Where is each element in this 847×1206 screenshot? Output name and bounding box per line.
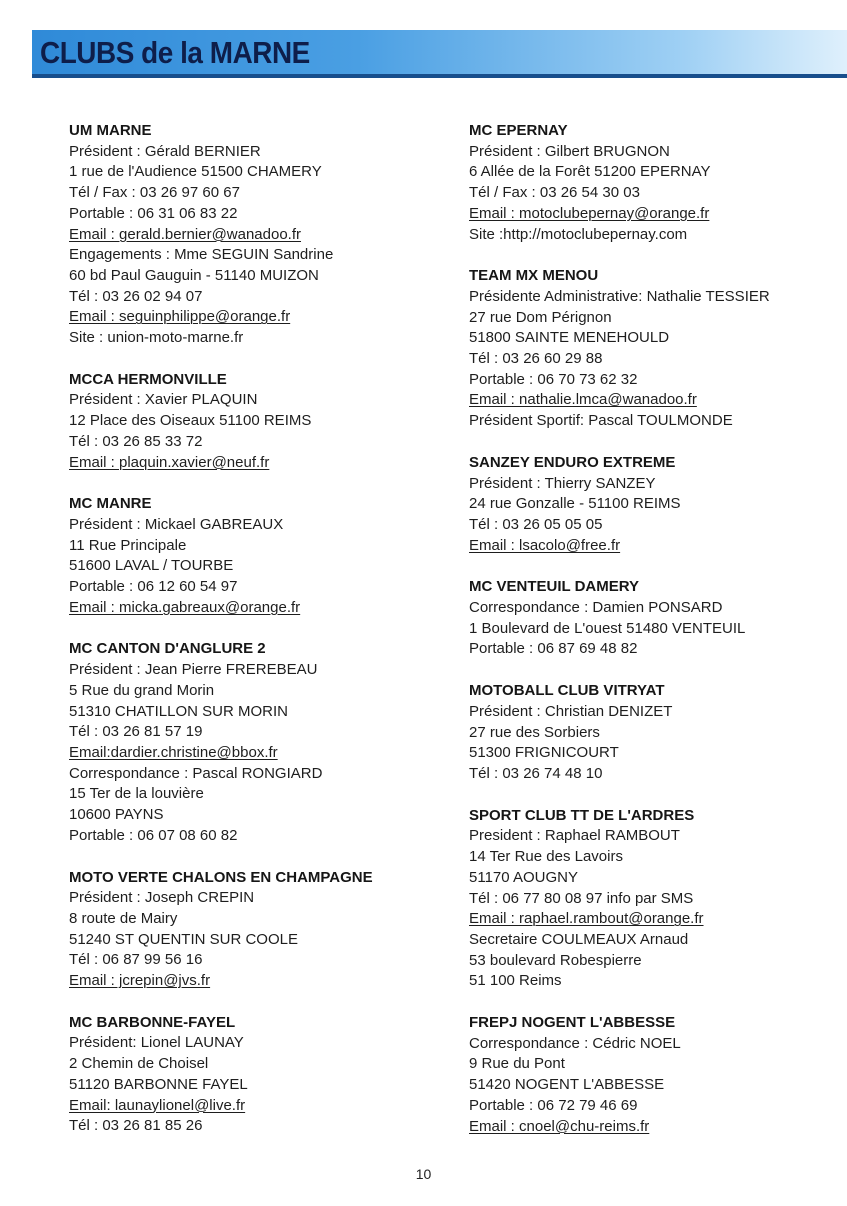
club-detail-line: 27 rue Dom Pérignon (469, 308, 612, 326)
club-entry (469, 453, 829, 557)
club-detail-line: Engagements : Mme SEGUIN Sandrine (69, 246, 334, 264)
club-detail-line: President : Raphael RAMBOUT (469, 827, 680, 845)
email-link[interactable]: Email : cnoel@chu-reims.fr (469, 1117, 650, 1135)
club-entry (69, 494, 429, 618)
email-link[interactable]: Email : raphael.rambout@orange.fr (469, 910, 704, 928)
club-name: MOTO VERTE CHALONS EN CHAMPAGNE (69, 868, 373, 886)
club-detail-line: 51420 NOGENT L'ABBESSE (469, 1076, 665, 1094)
club-name: MC EPERNAY (469, 122, 568, 139)
club-detail-line: Portable : 06 72 79 46 69 (469, 1096, 638, 1114)
club-detail-line: 24 rue Gonzalle - 51100 REIMS (469, 495, 681, 513)
club-detail-line: 14 Ter Rue des Lavoirs (469, 848, 623, 866)
club-detail-line: 9 Rue du Pont (469, 1055, 565, 1073)
club-detail-line: Président : Xavier PLAQUIN (69, 391, 258, 409)
club-entry (469, 266, 829, 432)
club-detail-line: Tél : 03 26 74 48 10 (469, 764, 603, 782)
club-entry (69, 868, 429, 992)
email-link[interactable]: Email:dardier.christine@bbox.fr (69, 743, 278, 761)
club-detail-line: Président : Jean Pierre FREREBEAU (69, 661, 318, 679)
club-name: SANZEY ENDURO EXTREME (469, 453, 676, 471)
club-entry (469, 681, 829, 785)
club-detail-line: 6 Allée de la Forêt 51200 EPERNAY (469, 163, 711, 181)
club-entry (469, 121, 829, 245)
club-detail-line: 2 Chemin de Choisel (69, 1055, 209, 1073)
club-detail-line: Secretaire COULMEAUX Arnaud (469, 930, 689, 948)
club-entry (69, 370, 429, 474)
club-entry (469, 806, 829, 992)
club-detail-line: 53 boulevard Robespierre (469, 951, 642, 969)
club-entry (69, 121, 429, 349)
club-detail-line: Présidente Administrative: Nathalie TESSIER (469, 287, 770, 305)
header-rule (32, 74, 847, 78)
club-detail-line: Tél : 03 26 81 85 26 (69, 1117, 203, 1135)
club-detail-line: Portable : 06 12 60 54 97 (69, 578, 238, 596)
club-detail-line: 1 rue de l'Audience 51500 CHAMERY (69, 163, 322, 181)
club-name: TEAM MX MENOU (469, 267, 599, 285)
club-detail-line: 51 100 Reims (469, 972, 562, 990)
club-detail-line: 60 bd Paul Gauguin - 51140 MUIZON (69, 266, 319, 284)
club-detail-line: Correspondance : Cédric NOEL (469, 1034, 681, 1052)
club-detail-line: Tél : 03 26 81 57 19 (69, 723, 203, 741)
club-detail-line: Tél : 03 26 85 33 72 (69, 432, 203, 450)
club-detail-line: 1 Boulevard de L'ouest 51480 VENTEUIL (469, 619, 746, 637)
email-link[interactable]: Email : gerald.bernier@wanadoo.fr (69, 225, 302, 243)
club-detail-line: Président: Lionel LAUNAY (69, 1034, 244, 1052)
email-link[interactable]: Email : micka.gabreaux@orange.fr (69, 598, 301, 616)
club-name: MOTOBALL CLUB VITRYAT (469, 682, 665, 700)
club-detail-line: 27 rue des Sorbiers (469, 723, 600, 741)
club-detail-line: Président : Thierry SANZEY (469, 474, 656, 492)
club-name: MC CANTON D'ANGLURE 2 (69, 640, 266, 658)
club-detail-line: Portable : 06 07 08 60 82 (69, 826, 238, 844)
club-detail-line: Portable : 06 87 69 48 82 (469, 640, 638, 658)
club-detail-line: 15 Ter de la louvière (69, 785, 204, 803)
club-detail-line: Tél : 03 26 02 94 07 (69, 287, 203, 305)
club-detail-line: Portable : 06 70 73 62 32 (469, 370, 638, 388)
email-link[interactable]: Email: launaylionel@live.fr (69, 1096, 246, 1114)
club-detail-line: Président : Mickael GABREAUX (69, 515, 284, 533)
club-detail-line: 12 Place des Oiseaux 51100 REIMS (69, 412, 312, 430)
club-name: MC MANRE (69, 495, 152, 513)
club-detail-line: 51170 AOUGNY (469, 868, 578, 886)
email-link[interactable]: Email : nathalie.lmca@wanadoo.fr (469, 391, 697, 409)
email-link[interactable]: Email : seguinphilippe@orange.fr (69, 308, 291, 326)
club-detail-line: Tél / Fax : 03 26 97 60 67 (69, 184, 240, 202)
club-name: FREPJ NOGENT L'ABBESSE (469, 1014, 676, 1032)
club-name: SPORT CLUB TT DE L'ARDRES (469, 806, 695, 824)
club-detail-line: Correspondance : Pascal RONGIARD (69, 764, 323, 782)
club-detail-line: 51600 LAVAL / TOURBE (69, 557, 234, 575)
club-detail-line: Président : Joseph CREPIN (69, 889, 255, 907)
email-link[interactable]: Email : jcrepin@jvs.fr (69, 972, 211, 990)
club-name: MC VENTEUIL DAMERY (469, 578, 640, 596)
club-detail-line: 51310 CHATILLON SUR MORIN (69, 702, 288, 720)
club-detail-line: Président : Christian DENIZET (469, 702, 673, 720)
club-entry (469, 1013, 829, 1137)
club-detail-line: Président : Gilbert BRUGNON (469, 142, 670, 160)
club-entry (469, 577, 829, 660)
club-detail-line: Tél : 03 26 05 05 05 (469, 515, 603, 533)
email-link[interactable]: Email : motoclubepernay@orange.fr (469, 204, 710, 222)
club-detail-line: Correspondance : Damien PONSARD (469, 599, 723, 617)
club-detail-line: Tél / Fax : 03 26 54 30 03 (469, 184, 640, 202)
club-detail-line: Portable : 06 31 06 83 22 (69, 204, 238, 222)
page-title: CLUBS de la MARNE (40, 35, 310, 70)
club-detail-line: Tél : 06 87 99 56 16 (69, 951, 203, 969)
club-entry (69, 1013, 429, 1137)
club-entry (69, 639, 429, 846)
club-detail-line: 51240 ST QUENTIN SUR COOLE (69, 930, 298, 948)
club-detail-line: 51800 SAINTE MENEHOULD (469, 329, 670, 347)
email-link[interactable]: Email : lsacolo@free.fr (469, 536, 621, 554)
club-detail-line: Président : Gérald BERNIER (69, 142, 261, 160)
club-detail-line: Site :http://motoclubepernay.com (469, 225, 688, 243)
club-detail-line: 51120 BARBONNE FAYEL (69, 1075, 248, 1093)
club-detail-line: 51300 FRIGNICOURT (469, 744, 619, 762)
right-column (469, 121, 829, 1137)
club-detail-line: 8 route de Mairy (69, 909, 178, 927)
club-name: UM MARNE (69, 122, 152, 139)
page-number: 10 (415, 1166, 432, 1182)
club-name: MC BARBONNE-FAYEL (69, 1013, 236, 1031)
club-detail-line: Tél : 06 77 80 08 97 info par SMS (469, 889, 694, 907)
club-detail-line: Tél : 03 26 60 29 88 (469, 350, 603, 368)
club-detail-line: 10600 PAYNS (69, 806, 164, 824)
left-column (69, 121, 429, 1137)
club-name: MCCA HERMONVILLE (69, 370, 227, 388)
club-detail-line: 11 Rue Principale (69, 536, 187, 554)
club-detail-line: Site : union-moto-marne.fr (69, 329, 244, 347)
club-detail-line: 5 Rue du grand Morin (69, 681, 215, 699)
email-link[interactable]: Email : plaquin.xavier@neuf.fr (69, 453, 270, 471)
club-detail-line: Président Sportif: Pascal TOULMONDE (469, 412, 733, 430)
